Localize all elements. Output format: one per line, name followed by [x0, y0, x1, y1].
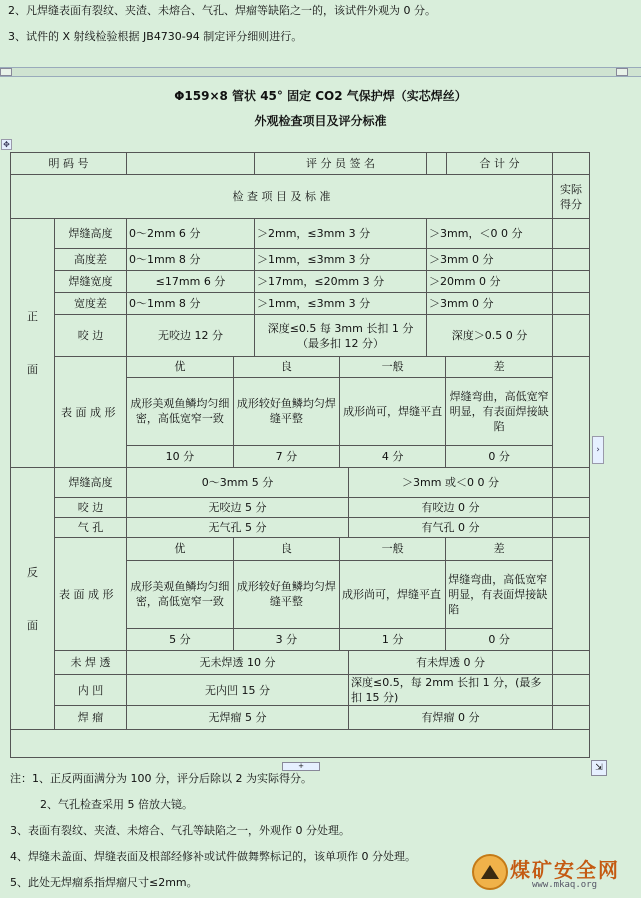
back-overlap-c1: 无焊瘤 5 分	[127, 706, 349, 730]
total-value[interactable]	[553, 153, 590, 175]
back-concave-c2: 深度≤0.5，每 2mm 长扣 1 分，(最多扣 15 分)	[349, 675, 553, 706]
back-weld-height-c2: ＞3mm 或＜0 0 分	[349, 468, 553, 498]
front-weld-height-c2: ＞2mm，≤3mm 3 分	[255, 219, 427, 249]
back-concave-c1: 无内凹 15 分	[127, 675, 349, 706]
front-weld-width-label: 焊缝宽度	[55, 271, 127, 293]
back-score-fair: 1 分	[340, 628, 446, 650]
doc-title: Φ159×8 管状 45° 固定 CO2 气保护焊（实芯焊丝）	[174, 89, 467, 103]
back-label-2: 面	[27, 618, 38, 632]
back-porosity-score[interactable]	[553, 518, 590, 538]
note-4: 4、焊缝未盖面、焊缝表面及根部经修补或试件做舞弊标记的，该单项作 0 分处理。	[10, 850, 416, 863]
front-weld-height-label: 焊缝高度	[55, 219, 127, 249]
back-undercut-c2: 有咬边 0 分	[349, 498, 553, 518]
back-incomplete-c1: 无未焊透 10 分	[127, 651, 349, 675]
front-surface-grid	[127, 357, 553, 468]
back-surface-grid	[127, 538, 553, 651]
grader-value[interactable]	[427, 153, 447, 175]
front-undercut-c1: 无咬边 12 分	[127, 315, 255, 357]
back-grade-fair: 一般	[340, 538, 446, 560]
page-break	[0, 67, 641, 77]
header-line-2: 3、试件的 X 射线检验根据 JB4730-94 制定评分细则进行。	[8, 30, 303, 43]
back-incomplete-score[interactable]	[553, 651, 590, 675]
back-section-label	[11, 468, 55, 730]
front-score-excellent: 10 分	[127, 445, 233, 467]
note-1: 注：1、正反两面满分为 100 分，评分后除以 2 为实际得分。	[10, 772, 312, 785]
code-value[interactable]	[127, 153, 255, 175]
resize-handle-icon[interactable]: ⇲	[591, 760, 607, 776]
front-weld-width-c2: ＞17mm，≤20mm 3 分	[255, 271, 427, 293]
grader-label: 评 分 员 签 名	[255, 153, 427, 175]
back-concave-label: 内 凹	[55, 675, 127, 706]
front-height-diff-c2: ＞1mm，≤3mm 3 分	[255, 249, 427, 271]
front-label-1: 正	[27, 310, 38, 323]
watermark-brand: 煤矿安全网	[510, 858, 620, 882]
back-desc-fair: 成形尚可，焊缝平直	[340, 560, 446, 628]
note-5: 5、此处无焊瘤系指焊瘤尺寸≤2mm。	[10, 876, 198, 889]
back-concave-score[interactable]	[553, 675, 590, 706]
front-undercut-score[interactable]	[553, 315, 590, 357]
back-score-poor: 0 分	[446, 628, 552, 650]
front-height-diff-label: 高度差	[55, 249, 127, 271]
front-weld-width-c3: ＞20mm 0 分	[427, 271, 553, 293]
table-blank-row	[11, 730, 590, 758]
back-desc-poor: 焊缝弯曲，高低宽窄明显，有表面焊接缺陷	[446, 560, 552, 628]
front-score-good: 7 分	[233, 445, 339, 467]
front-height-diff-c3: ＞3mm 0 分	[427, 249, 553, 271]
back-grade-good: 良	[233, 538, 339, 560]
page-break-handle-left[interactable]	[0, 68, 12, 76]
table-move-icon[interactable]: ✥	[1, 139, 12, 150]
front-desc-good: 成形较好鱼鳞均匀焊缝平整	[233, 377, 339, 445]
back-overlap-c2: 有焊瘤 0 分	[349, 706, 553, 730]
front-section-label	[11, 219, 55, 468]
back-weld-height-c1: 0～3mm 5 分	[127, 468, 349, 498]
front-desc-poor: 焊缝弯曲，高低宽窄明显，有表面焊接缺陷	[446, 377, 552, 445]
header-line-1: 2、凡焊缝表面有裂纹、夹渣、未熔合、气孔、焊瘤等缺陷之一的，该试件外观为 0 分。	[8, 4, 436, 17]
back-grade-poor: 差	[446, 538, 552, 560]
back-surface-score[interactable]	[553, 538, 590, 651]
front-grade-good: 良	[233, 357, 339, 377]
front-width-diff-c3: ＞3mm 0 分	[427, 293, 553, 315]
score-table	[10, 152, 590, 758]
back-undercut-c1: 无咬边 5 分	[127, 498, 349, 518]
note-2: 2、气孔检查采用 5 倍放大镜。	[40, 798, 193, 811]
front-desc-fair: 成形尚可，焊缝平直	[340, 377, 446, 445]
back-incomplete-c2: 有未焊透 0 分	[349, 651, 553, 675]
back-score-good: 3 分	[233, 628, 339, 650]
items-label: 检 查 项 目 及 标 准	[11, 175, 553, 219]
back-desc-good: 成形较好鱼鳞均匀焊缝平整	[233, 560, 339, 628]
back-overlap-score[interactable]	[553, 706, 590, 730]
back-surface-label: 表 面 成 形	[55, 538, 127, 651]
front-grade-fair: 一般	[340, 357, 446, 377]
back-desc-excellent: 成形美观鱼鳞均匀细密，高低宽窄一致	[127, 560, 233, 628]
note-3: 3、表面有裂纹、夹渣、未熔合、气孔等缺陷之一，外观作 0 分处理。	[10, 824, 350, 837]
code-label: 明 码 号	[11, 153, 127, 175]
front-weld-height-c1: 0～2mm 6 分	[127, 219, 255, 249]
mine-logo-icon	[472, 854, 508, 890]
front-weld-width-c1: ≤17mm 6 分	[127, 271, 255, 293]
watermark-url: www.mkaq.org	[532, 880, 598, 890]
front-weld-width-score[interactable]	[553, 271, 590, 293]
front-undercut-c3: 深度＞0.5 0 分	[427, 315, 553, 357]
front-height-diff-score[interactable]	[553, 249, 590, 271]
front-score-fair: 4 分	[340, 445, 446, 467]
doc-subtitle: 外观检查项目及评分标准	[254, 114, 387, 128]
front-grade-poor: 差	[446, 357, 552, 377]
front-undercut-c2: 深度≤0.5 每 3mm 长扣 1 分（最多扣 12 分）	[255, 315, 427, 357]
back-undercut-label: 咬 边	[55, 498, 127, 518]
front-desc-excellent: 成形美观鱼鳞均匀细密，高低宽窄一致	[127, 377, 233, 445]
front-surface-label: 表 面 成 形	[55, 357, 127, 468]
front-grade-excellent: 优	[127, 357, 233, 377]
front-surface-score[interactable]	[553, 357, 590, 468]
back-porosity-c2: 有气孔 0 分	[349, 518, 553, 538]
back-porosity-c1: 无气孔 5 分	[127, 518, 349, 538]
front-weld-height-score[interactable]	[553, 219, 590, 249]
front-weld-height-c3: ＞3mm，＜0 0 分	[427, 219, 553, 249]
front-height-diff-c1: 0～1mm 8 分	[127, 249, 255, 271]
front-width-diff-c2: ＞1mm，≤3mm 3 分	[255, 293, 427, 315]
back-score-excellent: 5 分	[127, 628, 233, 650]
bottom-expand-handle[interactable]: +	[282, 762, 320, 771]
watermark-logo	[470, 852, 630, 894]
total-label: 合 计 分	[447, 153, 553, 175]
back-porosity-label: 气 孔	[55, 518, 127, 538]
back-undercut-score[interactable]	[553, 498, 590, 518]
actual-label: 实际得分	[553, 175, 590, 219]
back-grade-excellent: 优	[127, 538, 233, 560]
back-overlap-label: 焊 瘤	[55, 706, 127, 730]
back-weld-height-score[interactable]	[553, 468, 590, 498]
back-weld-height-label: 焊缝高度	[55, 468, 127, 498]
front-undercut-label: 咬 边	[55, 315, 127, 357]
back-label-1: 反	[27, 565, 38, 579]
page-break-handle-right[interactable]	[616, 68, 628, 76]
front-label-2: 面	[27, 363, 38, 376]
front-width-diff-c1: 0～1mm 8 分	[127, 293, 255, 315]
side-expand-handle[interactable]: ›	[592, 436, 604, 464]
front-width-diff-score[interactable]	[553, 293, 590, 315]
front-width-diff-label: 宽度差	[55, 293, 127, 315]
front-score-poor: 0 分	[446, 445, 552, 467]
back-incomplete-label: 未 焊 透	[55, 651, 127, 675]
